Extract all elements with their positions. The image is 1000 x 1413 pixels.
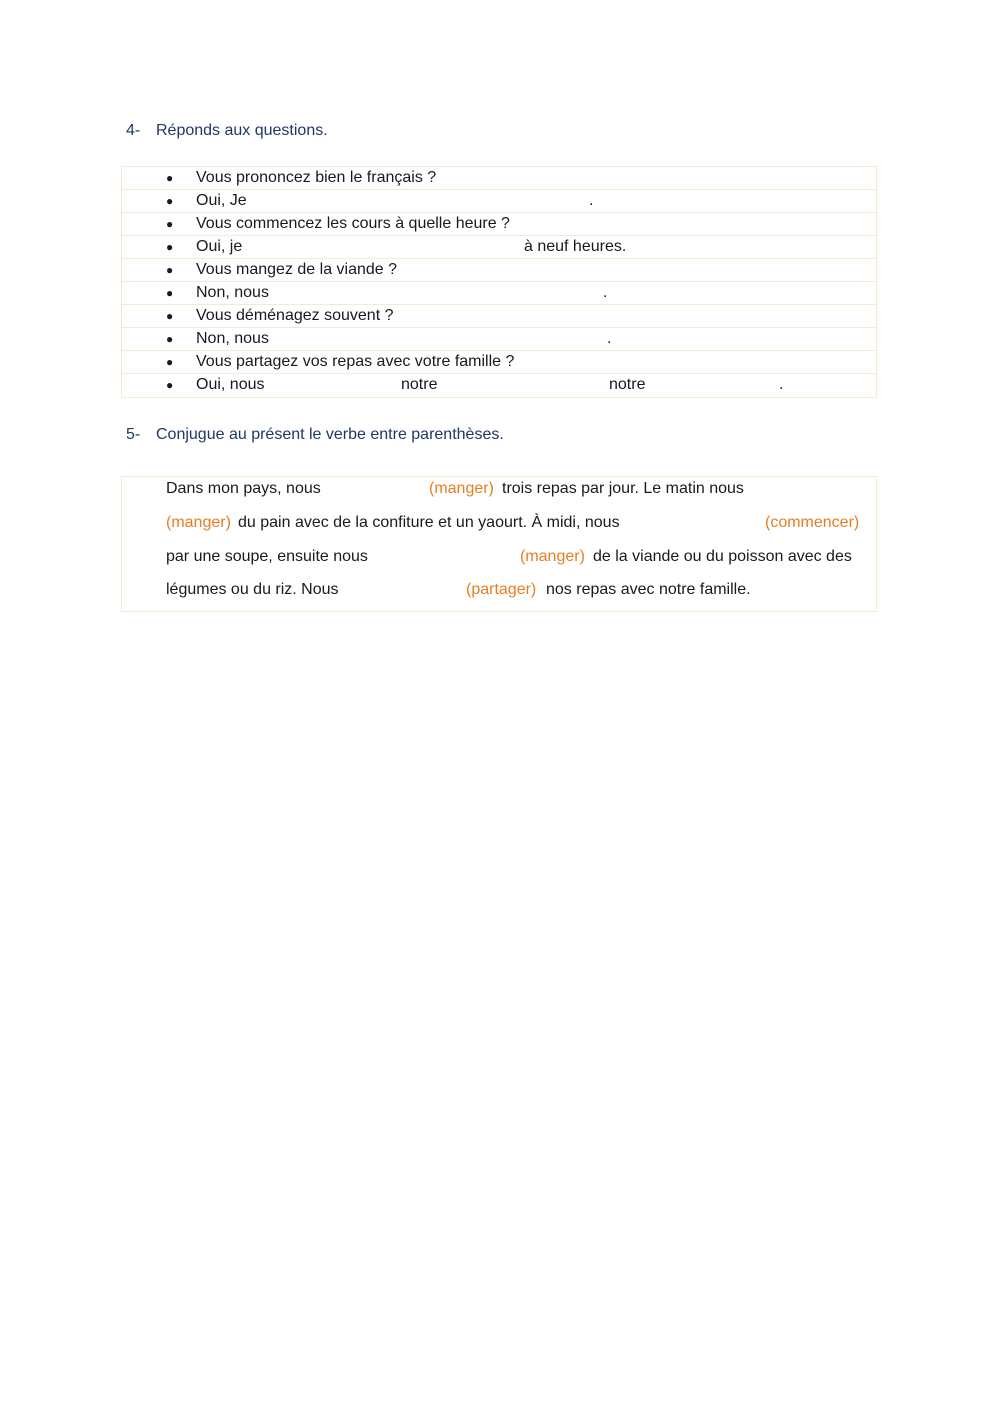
row-text: Vous commencez les cours à quelle heure ? <box>196 215 510 232</box>
line-text: du pain avec de la confiture et un yaourt. À midi, nous <box>238 514 620 531</box>
paragraph-line <box>122 579 876 613</box>
line-text: par une soupe, ensuite nous <box>166 548 368 565</box>
paragraph-line <box>122 512 876 546</box>
line-text: Dans mon pays, nous <box>166 480 321 497</box>
answer-row <box>122 282 876 305</box>
question-row <box>122 259 876 282</box>
row-text: Non, nous <box>196 284 269 301</box>
bullet-icon: ● <box>166 355 174 369</box>
bullet-icon: ● <box>166 263 174 277</box>
section-4-number: 4- <box>126 122 141 139</box>
answer-row <box>122 236 876 259</box>
row-mid-2: notre <box>609 376 646 393</box>
section-4-heading <box>126 122 328 140</box>
row-end: . <box>603 284 608 301</box>
row-text: Oui, je <box>196 238 243 255</box>
row-text: Vous prononcez bien le français ? <box>196 169 437 186</box>
row-text: Vous partagez vos repas avec votre famille ? <box>196 353 515 370</box>
question-row <box>122 351 876 374</box>
verb-hint: (manger) <box>166 514 231 531</box>
questions-table <box>121 166 877 398</box>
row-text: Vous déménagez souvent ? <box>196 307 394 324</box>
bullet-icon: ● <box>166 332 174 346</box>
bullet-icon: ● <box>166 171 174 185</box>
paragraph-line <box>122 546 876 580</box>
answer-row <box>122 190 876 213</box>
bullet-icon: ● <box>166 309 174 323</box>
row-text: Non, nous <box>196 330 269 347</box>
answer-row <box>122 374 876 397</box>
bullet-icon: ● <box>166 194 174 208</box>
line-text: nos repas avec notre famille. <box>546 581 751 598</box>
verb-hint: (partager) <box>466 581 537 598</box>
row-end: . <box>589 192 594 209</box>
bullet-icon: ● <box>166 378 174 392</box>
section-4-title: Réponds aux questions. <box>156 122 328 139</box>
section-5-title: Conjugue au présent le verbe entre parenthèses. <box>156 426 504 443</box>
row-text: Vous mangez de la viande ? <box>196 261 398 278</box>
verb-hint: (commencer) <box>765 514 860 531</box>
line-text: trois repas par jour. Le matin nous <box>502 480 744 497</box>
bullet-icon: ● <box>166 240 174 254</box>
row-end: . <box>779 376 784 393</box>
row-text: Oui, Je <box>196 192 247 209</box>
paragraph-box <box>121 476 877 612</box>
section-5-heading <box>126 426 504 444</box>
bullet-icon: ● <box>166 286 174 300</box>
paragraph-line <box>122 478 876 512</box>
row-end: à neuf heures. <box>524 238 627 255</box>
row-mid-1: notre <box>401 376 438 393</box>
verb-hint: (manger) <box>429 480 494 497</box>
question-row <box>122 305 876 328</box>
verb-hint: (manger) <box>520 548 585 565</box>
line-text: de la viande ou du poisson avec des <box>593 548 852 565</box>
answer-row <box>122 328 876 351</box>
question-row <box>122 213 876 236</box>
row-end: . <box>607 330 612 347</box>
line-text: légumes ou du riz. Nous <box>166 581 339 598</box>
section-5-number: 5- <box>126 426 141 443</box>
row-text: Oui, nous <box>196 376 265 393</box>
bullet-icon: ● <box>166 217 174 231</box>
question-row <box>122 167 876 190</box>
